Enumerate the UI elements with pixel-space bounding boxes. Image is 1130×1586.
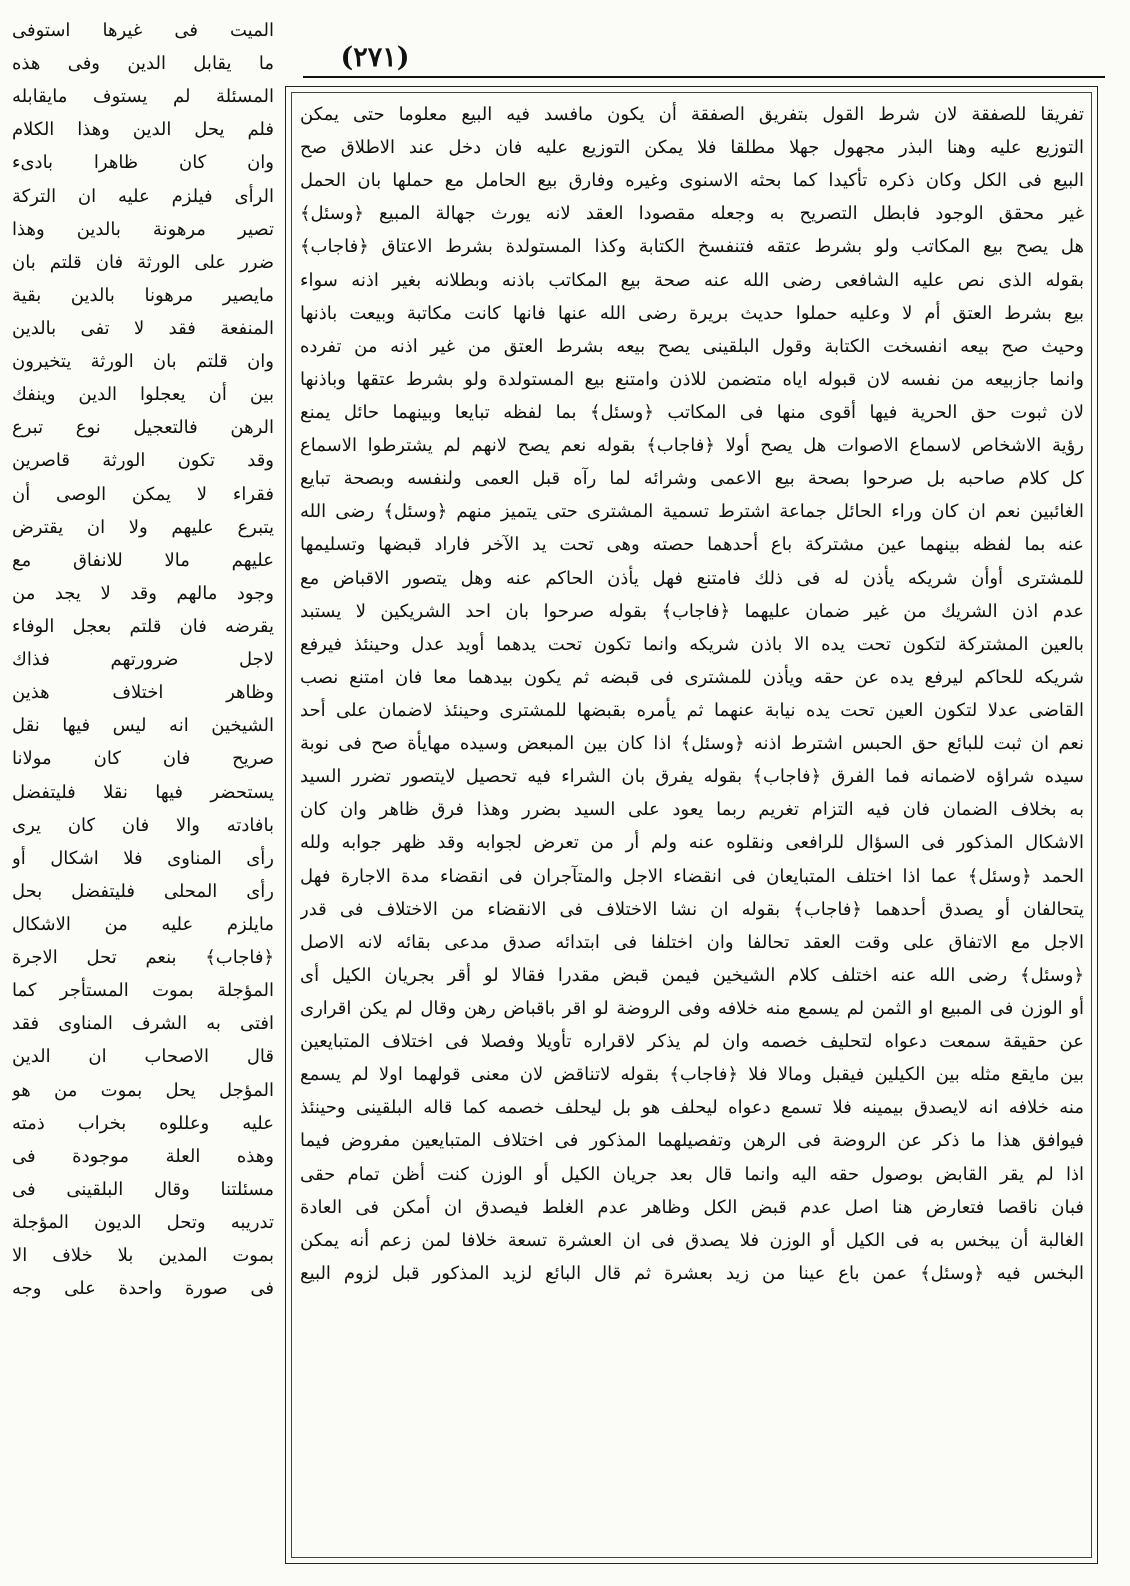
main-text-line: الغائبين نعم ان كان وراء الحائل جماعة اشترط تسمية المشترى حتى يتميز منهم ﴿وسئل﴾ رضى الله <box>300 501 1084 523</box>
main-text-line: به بخلاف الضمان فان فيه التزام تغريم ربما يعود على السيد بضرر وهذا فرق ظاهر وان كان <box>300 799 1084 821</box>
main-text-line: لان ثبوت حق الحرية فيها أقوى منها فى المكاتب ﴿وسئل﴾ بما لفظه تبايعا وبينهما حائل يمنع <box>300 401 1084 423</box>
margin-text-line: فقراء لا يمكن الوصى أن <box>12 483 274 505</box>
main-text-line: الغالبة أن يبخس به فى الكيل أو الوزن فلا يصدق فى ان العشرة تسعة خلافا لمن زعم أنه يمكن <box>300 1229 1084 1251</box>
main-text-line: بقوله الذى نص عليه الشافعى رضى الله عنه صحة بيع المكاتب باذنه وبطلانه بغير اذنه سواء <box>300 269 1084 291</box>
margin-text-line: رأى المناوى فلا اشكال أو <box>12 847 274 869</box>
header-rule <box>303 76 1105 78</box>
main-text-line: عدم اذن الشريك من غير ضمان عليهما ﴿فاجاب﴾ بقوله صرحوا بان احد الشريكين لا يستبد <box>300 600 1084 622</box>
margin-text-line: وان كان ظاهرا بادىء <box>12 152 274 174</box>
main-text-line: غير محقق الوجود فابطل التصريح به وجعله مقصودا العقد لانه يورث جهالة المبيع ﴿وسئل﴾ <box>300 203 1084 225</box>
main-text-line: اذا لم يقر القابض بوصول حقه اليه وانما قال بعد جريان الكيل أو الوزن كنت أظن تمام حقى <box>300 1163 1084 1185</box>
margin-text-line: الرهن فالتعجيل نوع تبرع <box>12 417 274 439</box>
margin-text-line: وان قلتم بان الورثة يتخيرون <box>12 351 274 373</box>
main-text-line: التوزيع عليه وهنا البذر مجهول جهلا مطلقا فلا يمكن التوزيع عليه فان دخل عند الاطلاق صح <box>300 137 1084 159</box>
main-text-line: القاضى عدلا لتكون العين تحت يده نيابة عنهما ثم يأمره بقبضها للمشترى وحينئذ لاضمان على أحد <box>300 699 1084 721</box>
margin-text-line: عليه وعللوه بخراب ذمته <box>12 1112 274 1134</box>
margin-text-line: ﴿فاجاب﴾ بنعم تحل الاجرة <box>12 947 274 969</box>
margin-text-line: مايلزم عليه من الاشكال <box>12 913 274 935</box>
main-text-line: للمشترى أوأن شريكه يأذن له فى ذلك فامتنع فهل يأذن الحاكم عنه وهل يتصور الاقباض مع <box>300 567 1084 589</box>
margin-text-line: افتى به الشرف المناوى فقد <box>12 1013 274 1035</box>
margin-text-line: بموت المدين بلا خلاف الا <box>12 1245 274 1267</box>
main-text-line: عن حقيقة سمعت دعواه لتحليف خصمه وان لم يذكر لاقراره تأويلا وفصلا فى اختلاف المتبايعين <box>300 1031 1084 1053</box>
main-text-line: كل كلام صاحبه بل صرحوا بصحة بيع الاعمى وشرائه لما رآه قبل العمى ولنفسه وبصحة تبايع <box>300 468 1084 490</box>
margin-text-line: لاجل ضرورتهم فذاك <box>12 649 274 671</box>
margin-text-line: يستحضر فيها نقلا فليتفضل <box>12 781 274 803</box>
main-text-line: بين مايقع مثله بين الكيلين فيقبل ومالا فلا ﴿فاجاب﴾ بقوله لاتناقض لان معنى قولهما اولا لم يسمع <box>300 1064 1084 1086</box>
margin-text-line: الرأى فيلزم عليه ان التركة <box>12 185 274 207</box>
main-text-line: شريكه للحاكم ليرفع يده عن حقه ويأذن للمشترى فى قبضه ثم يكون بيدهما معا فان امتنع نصب <box>300 666 1084 688</box>
margin-text-line: ما يقابل الدين وفى هذه <box>12 53 274 75</box>
margin-text-line: مايصير مرهونا بالدين بقية <box>12 284 274 306</box>
main-text-line: الاجل مع الاتفاق على وقت العقد تحالفا وان اختلفا فى ابتدائه صدق مدعى بقائه لانه الاصل <box>300 931 1084 953</box>
margin-text-line: بين أن يعجلوا الدين وينفك <box>12 384 274 406</box>
margin-text-line: الشيخين انه ليس فيها نقل <box>12 715 274 737</box>
margin-text-line: يتبرع عليهم ولا ان يقترض <box>12 516 274 538</box>
main-text-line: يتحالفان أو يصدق أحدهما ﴿فاجاب﴾ بقوله ان نشا الاختلاف فى الانقضاء من الاختلاف فى قدر <box>300 898 1084 920</box>
main-text-line: وانما جازبيعه من نفسه لان قبوله اياه متضمن للاذن وامتنع بيع المستولدة ولو بشرط عتقها وباذنها <box>300 368 1084 390</box>
main-text-line: عنه بما لفظه بينهما عين مشتركة باع أحدهما حصته وهى تحت يد الآخر فاراد قبضها وتسليمها <box>300 534 1084 556</box>
main-text-line: بيع بشرط العتق أم لا وعليه حملوا حديث بريرة رضى الله عنها فانها كانت مكاتبة وبيعت باذنها <box>300 302 1084 324</box>
margin-text-line: عليهم مالا للانفاق مع <box>12 549 274 571</box>
margin-commentary <box>12 14 274 1574</box>
margin-text-line: بافادته والا فان كان يرى <box>12 814 274 836</box>
margin-text-line: فى صورة واحدة على وجه <box>12 1278 274 1300</box>
margin-text-line: المسئلة لم يستوف مايقابله <box>12 86 274 108</box>
main-text-line: البخس فيه ﴿وسئل﴾ عمن باع عينا من زيد بعشرة ثم قال البائع لزيد المذكور قبل لزوم البيع <box>300 1262 1084 1284</box>
margin-text-line: وظاهر اختلاف هذين <box>12 682 274 704</box>
margin-text-line: فلم يحل الدين وهذا الكلام <box>12 119 274 141</box>
main-text-line: بالعين المشتركة لتكون تحت يده الا باذن شريكه وانما تكون تحت يدهما أويد عدل وحينئذ فيرفع <box>300 633 1084 655</box>
margin-text-line: المنفعة فقد لا تفى بالدين <box>12 317 274 339</box>
main-text-line: سيده شراؤه لاضمانه فما الفرق ﴿فاجاب﴾ بقوله يفرق بان الشراء فيه تحصيل لايتصور تضرر السيد <box>300 766 1084 788</box>
main-text-line: وحيث صح بيعه انفسخت الكتابة وقول البلقينى يصح بيعه بشرط العتق من غير اذنه من تفرده <box>300 335 1084 357</box>
margin-text-line: رأى المحلى فليتفضل بحل <box>12 880 274 902</box>
margin-text-line: وهذه العلة موجودة فى <box>12 1145 274 1167</box>
margin-text-line: يقرضه فان قلتم بعجل الوفاء <box>12 615 274 637</box>
margin-text-line: تصير مرهونة بالدين وهذا <box>12 218 274 240</box>
margin-text-line: وقد تكون الورثة قاصرين <box>12 450 274 472</box>
main-text-line: ﴿وسئل﴾ رضى الله عنه اختلف كلام الشيخين فيمن قبض مقدرا فقالا لو أقر بجريان الكيل أى <box>300 964 1084 986</box>
main-text-line: فبان ناقصا فتعارض هنا اصل عدم قبض الكل وظاهر عدم الغلط فيصدق ان أمكن فى العادة <box>300 1196 1084 1218</box>
margin-text-line: مسئلتنا وقال البلقينى فى <box>12 1178 274 1200</box>
margin-text-line: الميت فى غيرها استوفى <box>12 20 274 41</box>
margin-text-line: المؤجل يحل بموت من هو <box>12 1079 274 1101</box>
margin-text-line: المؤجلة بموت المستأجر كما <box>12 980 274 1002</box>
main-text-line: أو الوزن فى المبيع او الثمن لم يسمع منه خلافه وفى الروضة لو اقر باقباض رهن وقال لم يكن اقرارى <box>300 997 1084 1019</box>
margin-text-line: قال الاصحاب ان الدين <box>12 1046 274 1068</box>
main-text-line: الحمد ﴿وسئل﴾ عما اذا اختلف المتبايعان فى انقضاء الاجل والمتآجران فى انقضاء مدة الاجارة فهل <box>300 865 1084 887</box>
main-text-line: منه خلافه انه لايصدق بيمينه فلا تسمع دعواه ليحلف هو بل ليحلف خصمه كما قاله البلقينى وحينئذ <box>300 1097 1084 1119</box>
main-text-block <box>300 98 1084 1556</box>
main-text-line: البيع فى الكل وكان ذكره تأكيدا كما بحثه الاسنوى وغيره وفارق بيع الحامل مع حملها بان الحمل <box>300 170 1084 192</box>
main-text-line: هل يصح بيع المكاتب ولو بشرط عتقه فتنفسخ الكتابة وكذا المستولدة بشرط الاعتاق ﴿فاجاب﴾ <box>300 236 1084 258</box>
margin-text-line: وجود مالهم وقد لا يجد من <box>12 582 274 604</box>
main-text-line: فيوافق هذا ما ذكر عن الروضة فى الرهن وتفصيلهما المذكور فى اختلاف المتبايعين مفروض فيما <box>300 1130 1084 1152</box>
main-text-line: رؤية الاشخاص لاسماع الاصوات هل يصح أولا ﴿فاجاب﴾ بقوله نعم يصح لانهم لم يشترطوا الاسماع <box>300 435 1084 457</box>
page-number: (٢٧١) <box>340 42 410 73</box>
main-text-line: تفريقا للصفقة لان شرط القول بتفريق الصفقة أن يكون مافسد فيه البيع معلوما حتى يمكن <box>300 104 1084 125</box>
margin-text-line: تدريبه وتحل الديون المؤجلة <box>12 1211 274 1233</box>
main-text-line: نعم ان ثبت للبائع حق الحبس اشترط اذنه ﴿وسئل﴾ اذا كان بين المبعض وسيده مهايأة صح فى نوبة <box>300 733 1084 755</box>
margin-text-line: صريح فان كان مولانا <box>12 748 274 770</box>
main-text-line: الاشكال المذكور فى السؤال للرافعى ونقلوه عنه ولم أر من تعرض لجوابه وقد ظهر جوابه ولله <box>300 832 1084 854</box>
margin-text-line: ضرر على الورثة فان قلتم بان <box>12 251 274 273</box>
